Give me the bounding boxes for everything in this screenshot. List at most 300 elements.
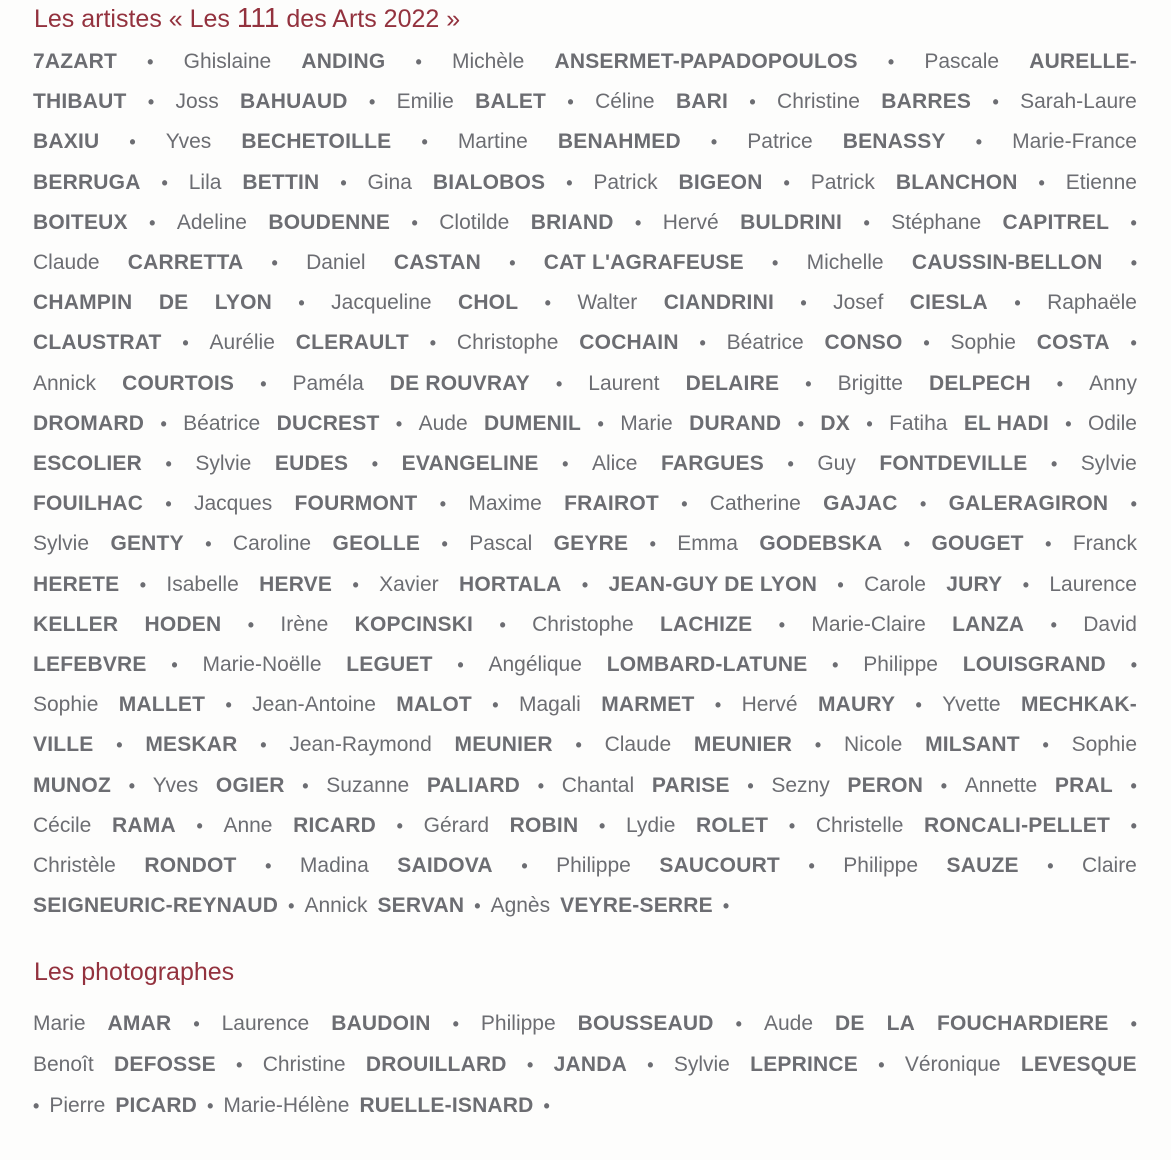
separator-bullet: •	[940, 775, 948, 796]
surname: VEYRE-SERRE	[560, 894, 713, 918]
separator-bullet: •	[521, 856, 528, 876]
artist-line	[33, 774, 1137, 798]
first-name: Laurence	[221, 1012, 310, 1035]
separator-bullet: •	[452, 1014, 459, 1034]
first-name: Pascale	[924, 50, 1000, 73]
separator-bullet: •	[196, 815, 203, 836]
first-name: Marie-France	[1012, 130, 1137, 154]
surname: DELAIRE	[685, 371, 780, 395]
first-name: Nicole	[843, 733, 903, 757]
separator-bullet: •	[1047, 856, 1054, 876]
separator-bullet: •	[749, 92, 756, 113]
separator-bullet: •	[33, 1096, 40, 1116]
first-name: Marie-Claire	[811, 612, 926, 636]
artist-line	[33, 452, 1137, 476]
separator-bullet: •	[1130, 253, 1137, 273]
separator-bullet: •	[797, 413, 804, 434]
surname: CHOL	[457, 291, 519, 315]
surname: MALOT	[396, 693, 472, 717]
surname: ROBIN	[509, 813, 579, 837]
separator-bullet: •	[368, 92, 376, 113]
first-name: Gina	[367, 170, 412, 194]
surname: BECHETOILLE	[241, 130, 392, 154]
surname: GENTY	[110, 532, 184, 556]
separator-bullet: •	[923, 333, 930, 354]
first-name: Agnès	[490, 894, 551, 918]
surname: DUMENIL	[484, 411, 582, 435]
first-name: Pierre	[49, 1094, 106, 1117]
surname: GEOLLE	[332, 532, 421, 556]
surname: GAJAC	[823, 492, 898, 516]
separator-bullet: •	[808, 856, 815, 876]
separator-bullet: •	[1038, 172, 1045, 193]
first-name: Angélique	[488, 653, 582, 676]
artist-line	[33, 372, 1137, 396]
separator-bullet: •	[1045, 534, 1052, 555]
surname: GALERAGIRON	[948, 492, 1109, 516]
separator-bullet: •	[537, 775, 545, 796]
separator-bullet: •	[1130, 1014, 1137, 1034]
first-name: Ghislaine	[183, 50, 272, 73]
surname: BARRES	[881, 90, 972, 114]
surname: EUDES	[274, 452, 349, 475]
first-name: Brigitte	[837, 371, 903, 395]
surname: CAT L'AGRAFEUSE	[543, 251, 744, 274]
separator-bullet: •	[566, 172, 573, 193]
first-name: Caroline	[232, 532, 312, 556]
first-name: Béatrice	[726, 331, 804, 355]
separator-bullet: •	[714, 695, 722, 716]
first-name: Xavier	[379, 572, 439, 596]
separator-bullet: •	[247, 614, 255, 635]
first-name: Laurence	[1049, 572, 1137, 596]
first-name: Laurent	[588, 371, 660, 395]
surname: PERON	[847, 773, 924, 797]
surname: CAUSSIN-BELLON	[911, 251, 1103, 274]
surname: LA	[886, 1012, 915, 1035]
first-name: Sylvie	[1080, 452, 1137, 475]
first-name: Philippe	[843, 854, 919, 877]
surname: BAHUAUD	[240, 90, 348, 114]
surname: BERRUGA	[33, 170, 141, 194]
first-name: Hervé	[741, 693, 798, 717]
first-name: Magali	[518, 693, 581, 717]
surname: HODEN	[144, 612, 222, 636]
first-name: Lydie	[625, 813, 676, 837]
first-name: Guy	[817, 452, 856, 475]
surname: HORTALA	[458, 572, 562, 596]
artist-line	[33, 130, 1137, 154]
separator-bullet: •	[555, 373, 563, 394]
surname: BIALOBOS	[432, 170, 546, 194]
separator-bullet: •	[1050, 614, 1057, 635]
surname: AMAR	[107, 1012, 172, 1035]
separator-bullet: •	[787, 454, 794, 474]
separator-bullet: •	[878, 1055, 885, 1075]
surname: JANDA	[553, 1053, 627, 1076]
separator-bullet: •	[1050, 454, 1058, 474]
surname: BAXIU	[33, 130, 100, 154]
separator-bullet: •	[1042, 735, 1049, 756]
separator-bullet: •	[128, 775, 135, 796]
first-name: Yvette	[942, 693, 1001, 717]
artist-line	[33, 854, 1137, 878]
first-name: Philippe	[863, 653, 938, 676]
artist-line	[33, 613, 1137, 637]
separator-bullet: •	[903, 534, 911, 555]
separator-bullet: •	[149, 212, 156, 233]
surname: ANSERMET-PAPADOPOULOS	[554, 50, 858, 73]
separator-bullet: •	[340, 172, 347, 193]
surname: FARGUES	[661, 452, 764, 475]
first-name: Chantal	[561, 773, 635, 797]
surname: MARMET	[601, 693, 695, 717]
first-name: Aude	[763, 1012, 813, 1035]
first-name: Jean-Raymond	[289, 733, 432, 757]
separator-bullet: •	[207, 1096, 214, 1116]
surname: BARI	[675, 90, 729, 114]
surname: PICARD	[115, 1094, 198, 1117]
separator-bullet: •	[415, 52, 422, 72]
surname: MAURY	[817, 693, 896, 717]
first-name: David	[1083, 612, 1137, 636]
first-name: Sylvie	[195, 452, 252, 475]
surname: CIANDRINI	[663, 291, 774, 315]
surname: SAUCOURT	[659, 854, 780, 877]
surname: CLERAULT	[295, 331, 409, 355]
surname: CONSO	[824, 331, 903, 355]
first-name: Jacques	[194, 492, 273, 516]
surname: BOUDENNE	[268, 210, 391, 234]
surname: LEVESQUE	[1020, 1053, 1137, 1076]
surname: THIBAUT	[33, 90, 127, 114]
surname: GODEBSKA	[759, 532, 883, 556]
first-name: Christine	[777, 90, 860, 114]
first-name: Michèle	[451, 50, 525, 73]
surname: LEPRINCE	[750, 1053, 858, 1076]
surname: LEGUET	[346, 653, 433, 676]
first-name: Véronique	[904, 1053, 1001, 1076]
separator-bullet: •	[581, 574, 589, 595]
surname: DE	[158, 291, 189, 315]
first-name: Marie-Noëlle	[202, 653, 322, 676]
separator-bullet: •	[634, 212, 642, 233]
surname: BENAHMED	[557, 130, 681, 154]
first-name: Walter	[577, 291, 638, 315]
separator-bullet: •	[147, 52, 154, 72]
separator-bullet: •	[439, 494, 447, 515]
artists-heading-number: 111	[236, 2, 280, 33]
first-name: Clotilde	[439, 210, 510, 234]
surname: BULDRINI	[740, 210, 843, 234]
first-name: Franck	[1072, 532, 1137, 556]
first-name: Adeline	[176, 210, 247, 234]
surname: JEAN-GUY DE LYON	[608, 572, 818, 596]
first-name: Christine	[262, 1053, 346, 1076]
separator-bullet: •	[681, 494, 688, 515]
first-name: Patrick	[593, 170, 658, 194]
artist-line	[33, 251, 1137, 275]
surname: FOUCHARDIERE	[936, 1012, 1109, 1035]
separator-bullet: •	[919, 494, 927, 515]
surname: LEFEBVRE	[33, 653, 147, 676]
first-name: Stéphane	[891, 210, 982, 234]
first-name: Catherine	[709, 492, 801, 516]
separator-bullet: •	[1130, 333, 1137, 354]
first-name: Daniel	[306, 251, 366, 274]
first-name: Michelle	[806, 251, 884, 274]
first-name: Raphaële	[1047, 291, 1137, 315]
first-name: Paméla	[292, 371, 364, 395]
separator-bullet: •	[735, 1014, 742, 1034]
surname: LOMBARD-LATUNE	[606, 653, 808, 676]
surname: LACHIZE	[660, 612, 753, 636]
separator-bullet: •	[225, 695, 232, 716]
separator-bullet: •	[139, 574, 147, 595]
first-name: Yves	[152, 773, 199, 797]
surname: BOUSSEAUD	[577, 1012, 714, 1035]
surname: ANDING	[301, 50, 386, 73]
first-name: Christèle	[33, 854, 116, 877]
separator-bullet: •	[1130, 775, 1137, 796]
surname: COCHAIN	[579, 331, 679, 355]
surname: DE	[835, 1012, 865, 1035]
surname: MECHKAK-	[1020, 693, 1137, 717]
separator-bullet: •	[352, 574, 359, 595]
surname: MESKAR	[145, 733, 238, 757]
separator-bullet: •	[832, 655, 839, 675]
surname: SERVAN	[377, 894, 465, 918]
separator-bullet: •	[598, 815, 606, 836]
artist-line	[33, 412, 1137, 436]
first-name: Annette	[964, 773, 1038, 797]
first-name: Irène	[280, 612, 329, 636]
separator-bullet: •	[562, 454, 569, 474]
surname: HERVE	[259, 572, 333, 596]
separator-bullet: •	[457, 655, 464, 675]
separator-bullet: •	[575, 735, 582, 756]
separator-bullet: •	[171, 655, 178, 675]
first-name: Philippe	[556, 854, 631, 877]
surname: LOUISGRAND	[962, 653, 1106, 676]
surname: FRAIROT	[564, 492, 659, 516]
surname: BENASSY	[842, 130, 946, 154]
surname: EL HADI	[963, 411, 1049, 435]
surname: CARRETTA	[127, 251, 244, 274]
surname: LYON	[214, 291, 273, 315]
separator-bullet: •	[772, 253, 779, 273]
first-name: Odile	[1087, 411, 1137, 435]
surname: FOURMONT	[294, 492, 418, 516]
separator-bullet: •	[800, 293, 807, 314]
surname: DROUILLARD	[365, 1053, 507, 1076]
separator-bullet: •	[1056, 373, 1064, 394]
artist-line	[33, 814, 1137, 838]
surname: JURY	[946, 572, 1003, 596]
first-name: Sophie	[1071, 733, 1137, 757]
first-name: Anny	[1089, 371, 1137, 395]
separator-bullet: •	[411, 212, 418, 233]
photographers-heading: Les photographes	[34, 958, 235, 986]
separator-bullet: •	[544, 293, 551, 314]
artists-heading-pre: Les artistes « Les	[34, 5, 230, 33]
first-name: Patrick	[810, 170, 875, 194]
surname: KOPCINSKI	[354, 612, 474, 636]
surname: BLANCHON	[895, 170, 1018, 194]
first-name: Annick	[304, 894, 368, 918]
first-name: Isabelle	[166, 572, 239, 596]
separator-bullet: •	[778, 614, 786, 635]
surname: CHAMPIN	[33, 291, 133, 315]
first-name: Sophie	[950, 331, 1016, 355]
separator-bullet: •	[649, 534, 656, 555]
separator-bullet: •	[193, 1014, 200, 1034]
surname: OGIER	[215, 773, 285, 797]
separator-bullet: •	[205, 534, 212, 555]
surname: DURAND	[689, 411, 782, 435]
surname: MALLET	[118, 693, 206, 717]
surname: DUCREST	[276, 411, 380, 435]
separator-bullet: •	[260, 373, 267, 394]
separator-bullet: •	[271, 253, 278, 273]
separator-bullet: •	[371, 454, 379, 474]
separator-bullet: •	[396, 815, 403, 836]
first-name: Emilie	[396, 90, 454, 114]
surname: BETTIN	[242, 170, 320, 194]
first-name: Fatiha	[889, 411, 948, 435]
surname: MILSANT	[925, 733, 1020, 757]
surname: DELPECH	[928, 371, 1031, 395]
surname: CLAUSTRAT	[33, 331, 162, 355]
separator-bullet: •	[747, 775, 754, 796]
artist-line	[33, 573, 1137, 597]
first-name: Annick	[33, 371, 97, 395]
artist-line	[33, 492, 1137, 516]
separator-bullet: •	[814, 735, 822, 756]
surname: COSTA	[1036, 331, 1110, 355]
first-name: Yves	[165, 130, 212, 154]
surname: PALIARD	[426, 773, 521, 797]
first-name: Christophe	[532, 612, 634, 636]
artist-line	[33, 532, 1137, 556]
first-name: Cécile	[33, 813, 92, 837]
separator-bullet: •	[492, 695, 499, 716]
separator-bullet: •	[421, 132, 428, 153]
surname: BIGEON	[678, 170, 763, 194]
separator-bullet: •	[474, 896, 481, 917]
surname: DROMARD	[33, 411, 145, 435]
separator-bullet: •	[288, 896, 295, 917]
surname: RONCALI-PELLET	[924, 813, 1110, 837]
surname: VILLE	[33, 733, 94, 757]
artist-line	[33, 693, 1137, 717]
separator-bullet: •	[887, 52, 895, 72]
photographer-line	[33, 1053, 1137, 1077]
first-name: Marie	[33, 1012, 86, 1035]
surname: BOITEUX	[33, 210, 128, 234]
separator-bullet: •	[863, 212, 870, 233]
separator-bullet: •	[788, 815, 796, 836]
separator-bullet: •	[499, 614, 506, 635]
first-name: Claude	[33, 251, 100, 274]
surname: ESCOLIER	[33, 452, 142, 475]
separator-bullet: •	[597, 413, 604, 434]
artist-line	[33, 733, 1137, 757]
separator-bullet: •	[805, 373, 812, 394]
surname: BALET	[475, 90, 547, 114]
surname: GEYRE	[553, 532, 629, 556]
surname: RONDOT	[144, 854, 237, 877]
separator-bullet: •	[647, 1055, 654, 1075]
artist-line	[33, 894, 1137, 918]
surname: ROLET	[696, 813, 769, 837]
separator-bullet: •	[395, 413, 403, 434]
artists-heading-post: des Arts 2022 »	[286, 5, 461, 33]
separator-bullet: •	[915, 695, 922, 716]
artist-line	[33, 211, 1137, 235]
separator-bullet: •	[509, 253, 516, 273]
surname: SAIDOVA	[397, 854, 493, 877]
first-name: Josef	[833, 291, 884, 315]
surname: MEUNIER	[693, 733, 793, 757]
surname: AURELLE-	[1029, 50, 1137, 73]
artist-line	[33, 291, 1137, 315]
surname: CIESLA	[909, 291, 988, 315]
first-name: Anne	[223, 813, 273, 837]
surname: KELLER	[33, 612, 119, 636]
separator-bullet: •	[147, 92, 155, 113]
separator-bullet: •	[302, 775, 309, 796]
first-name: Emma	[677, 532, 738, 556]
first-name: Suzanne	[326, 773, 410, 797]
first-name: Aurélie	[209, 331, 275, 355]
first-name: Philippe	[480, 1012, 556, 1035]
surname: COURTOIS	[122, 371, 235, 395]
artist-line	[33, 90, 1137, 114]
first-name: Patrice	[747, 130, 813, 154]
first-name: Marie	[620, 411, 673, 435]
first-name: Claude	[604, 733, 672, 757]
first-name: Gérard	[423, 813, 489, 837]
separator-bullet: •	[165, 454, 172, 474]
separator-bullet: •	[160, 413, 167, 434]
first-name: Jean-Antoine	[252, 693, 376, 717]
first-name: Claire	[1082, 854, 1137, 877]
surname: FONTDEVILLE	[879, 452, 1028, 475]
artists-heading	[34, 2, 460, 34]
first-name: Jacqueline	[331, 291, 432, 315]
first-name: Hervé	[662, 210, 719, 234]
artist-line	[33, 50, 1137, 74]
separator-bullet: •	[182, 333, 189, 354]
first-name: Carole	[864, 572, 926, 596]
surname: BAUDOIN	[331, 1012, 431, 1035]
artist-line	[33, 653, 1137, 677]
separator-bullet: •	[260, 735, 267, 756]
surname: GOUGET	[931, 532, 1024, 556]
surname: CASTAN	[393, 251, 481, 274]
first-name: Sarah-Laure	[1020, 90, 1137, 114]
photographer-line	[33, 1012, 1137, 1036]
surname: LANZA	[952, 612, 1025, 636]
first-name: Maxime	[468, 492, 542, 516]
artist-line	[33, 171, 1137, 195]
first-name: Sylvie	[33, 532, 90, 556]
first-name: Christelle	[815, 813, 904, 837]
first-name: Sylvie	[673, 1053, 730, 1076]
surname: HERETE	[33, 572, 120, 596]
surname: PARISE	[651, 773, 730, 797]
